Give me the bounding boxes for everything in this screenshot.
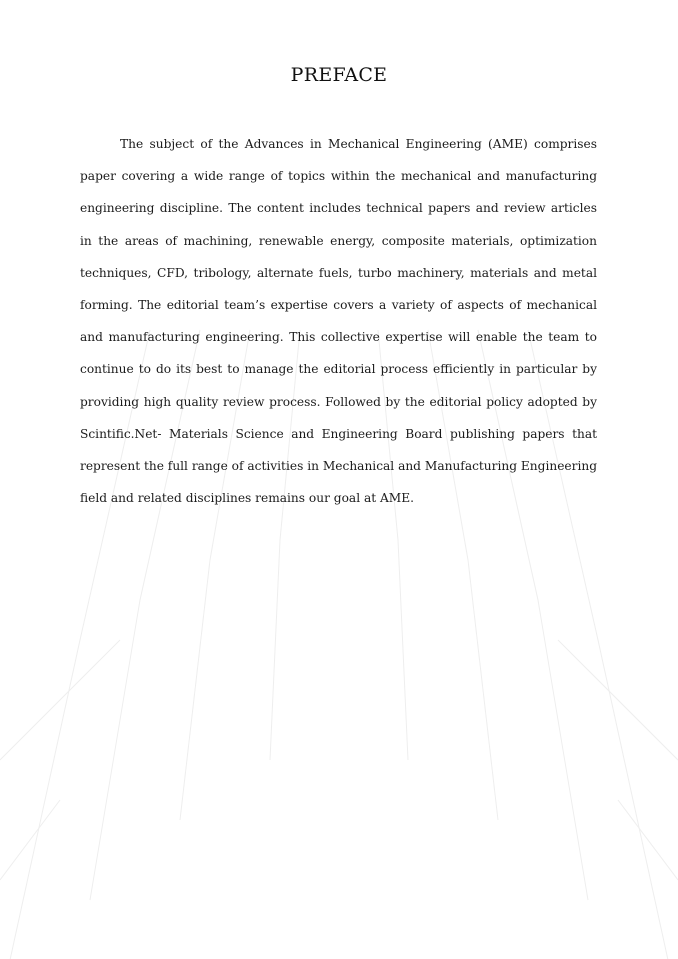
preface-paragraph: The subject of the Advances in Mechanical Engineering (AME) comprises paper covering a wide range of topics within the mechanical and manufacturing engineering discipline. The content includes technical papers and review articles in the areas of machining, renewable energy, composite materials, optimization techniques, CFD, tribology, alternate fuels, turbo machinery, materials and metal forming. The editorial team’s expertise covers a variety of aspects of mechanical and manufacturing engineering. This collective expertise will enable the team to continue to do its best to manage the editorial process efficiently in particular by providing high quality review process. Followed by the editorial policy adopted by Scintific.Net- Materials Science and Engineering Board publishing papers that represent the full range of activities in Mechanical and Manufacturing Engineering field and related disciplines remains our goal at AME. — [80, 137, 597, 506]
page-title: PREFACE — [290, 64, 388, 86]
